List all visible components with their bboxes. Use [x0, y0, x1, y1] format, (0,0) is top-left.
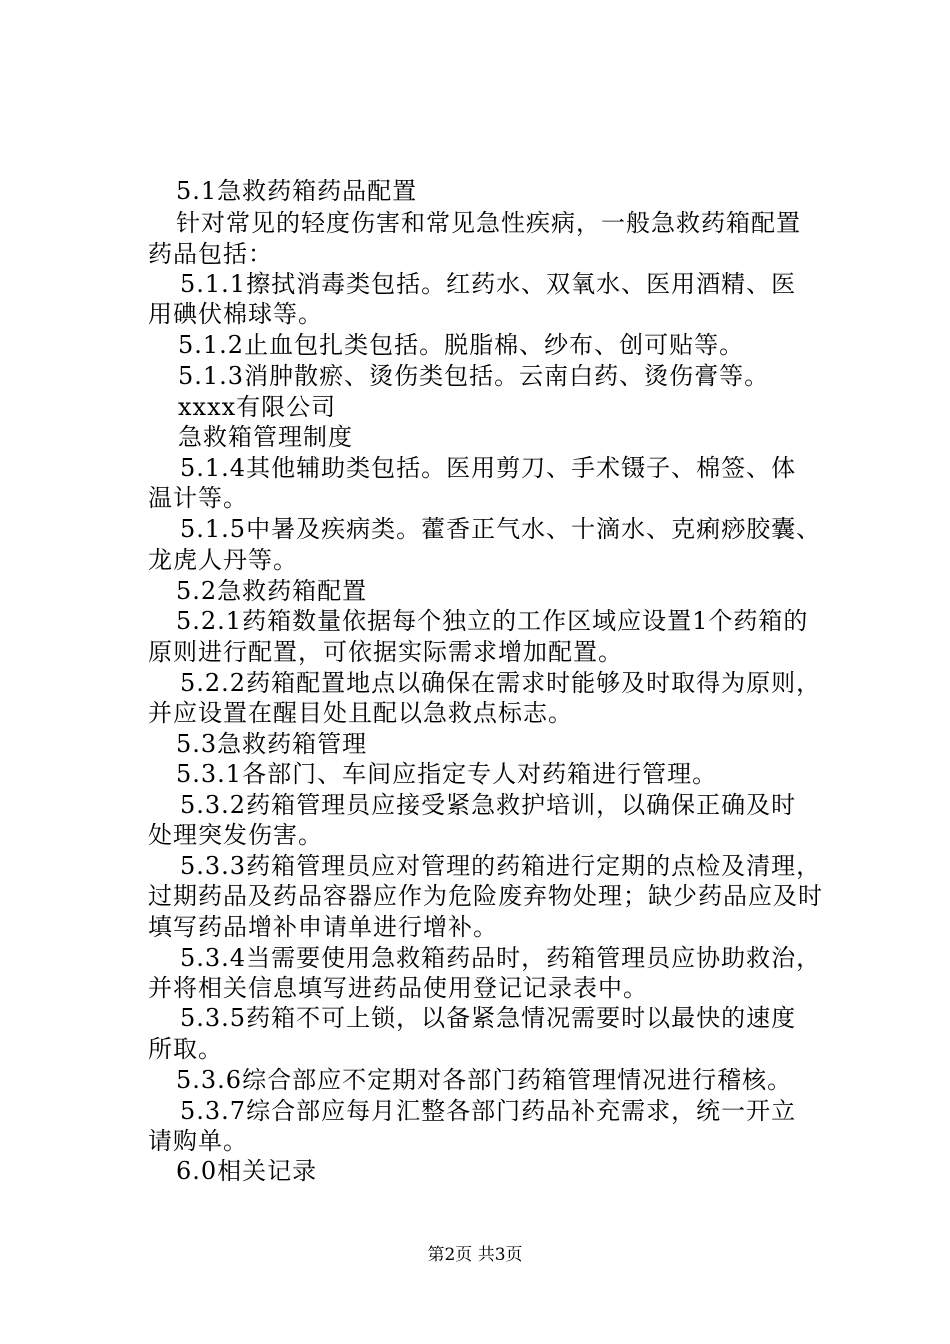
paragraph-line: 处理突发伤害。	[148, 821, 323, 849]
paragraph-line: 5.2.2药箱配置地点以确保在需求时能够及时取得为原则，	[180, 669, 822, 697]
paragraph-line: 并应设置在醒目处且配以急救点标志。	[148, 699, 573, 727]
section-heading-5-2: 5.2急救药箱配置	[176, 577, 368, 605]
paragraph-line: 5.3.7综合部应每月汇整各部门药品补充需求，统一开立	[180, 1097, 797, 1125]
paragraph-line: 温计等。	[148, 484, 248, 512]
paragraph-line: 5.2.1药箱数量依据每个独立的工作区域应设置1个药箱的	[176, 607, 809, 635]
paragraph-line: 5.1.2止血包扎类包括。脱脂棉、纱布、创可贴等。	[178, 331, 745, 359]
paragraph-line: 5.3.4当需要使用急救箱药品时，药箱管理员应协助救治，	[180, 944, 822, 972]
paragraph-line: 用碘伏棉球等。	[148, 300, 323, 328]
paragraph-line: 药品包括：	[148, 240, 273, 268]
section-heading-5-3: 5.3急救药箱管理	[176, 730, 368, 758]
paragraph-line: 5.3.6综合部应不定期对各部门药箱管理情况进行稽核。	[176, 1066, 793, 1094]
paragraph-line: 5.3.5药箱不可上锁，以备紧急情况需要时以最快的速度	[180, 1004, 797, 1032]
company-name: xxxx有限公司	[178, 393, 337, 421]
section-heading-6-0: 6.0相关记录	[176, 1157, 318, 1185]
page-number-footer: 第2页 共3页	[427, 1245, 523, 1265]
paragraph-line: 并将相关信息填写进药品使用登记记录表中。	[148, 974, 648, 1002]
paragraph-line: 填写药品增补申请单进行增补。	[148, 913, 498, 941]
paragraph-line: 请购单。	[148, 1127, 248, 1155]
paragraph-line: 5.1.5中暑及疾病类。藿香正气水、十滴水、克痢痧胶囊、	[180, 515, 822, 543]
paragraph-line: 5.1.3消肿散瘀、烫伤类包括。云南白药、烫伤膏等。	[178, 362, 770, 390]
paragraph-line: 针对常见的轻度伤害和常见急性疾病，一般急救药箱配置	[176, 209, 801, 237]
paragraph-line: 5.3.1各部门、车间应指定专人对药箱进行管理。	[176, 760, 718, 788]
paragraph-line: 5.3.2药箱管理员应接受紧急救护培训，以确保正确及时	[180, 791, 797, 819]
document-title: 急救箱管理制度	[178, 423, 353, 451]
paragraph-line: 原则进行配置，可依据实际需求增加配置。	[148, 638, 623, 666]
section-heading-5-1: 5.1急救药箱药品配置	[176, 177, 418, 205]
paragraph-line: 所取。	[148, 1035, 223, 1063]
paragraph-line: 5.3.3药箱管理员应对管理的药箱进行定期的点检及清理，	[180, 852, 822, 880]
paragraph-line: 5.1.4其他辅助类包括。医用剪刀、手术镊子、棉签、体	[180, 454, 797, 482]
paragraph-line: 5.1.1擦拭消毒类包括。红药水、双氧水、医用酒精、医	[180, 270, 797, 298]
paragraph-line: 过期药品及药品容器应作为危险废弃物处理；缺少药品应及时	[148, 882, 823, 910]
paragraph-line: 龙虎人丹等。	[148, 546, 298, 574]
